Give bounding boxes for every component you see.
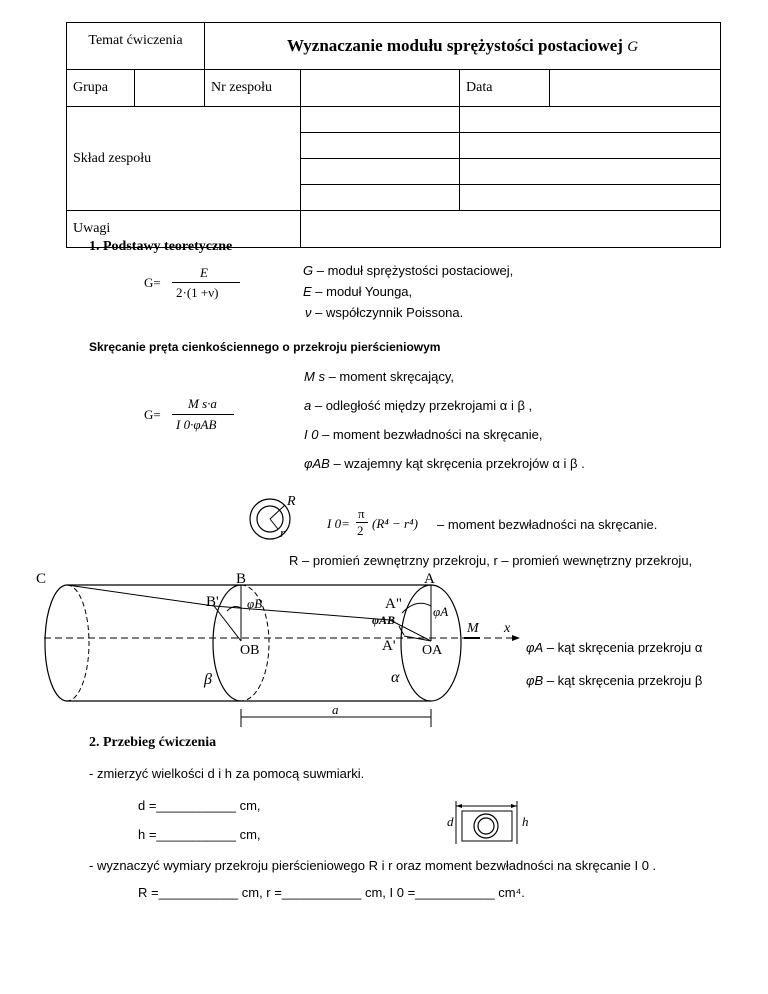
- member-extra-4[interactable]: [460, 185, 721, 211]
- formula2-den: I 0·φAB: [176, 417, 217, 432]
- line-C-B1: [67, 585, 214, 606]
- formula2-bar: [172, 414, 234, 415]
- formula1-num: E: [200, 265, 208, 280]
- label-A: A: [424, 571, 435, 587]
- formula1-lhs: G=: [144, 275, 161, 290]
- left-end-front: [45, 585, 67, 701]
- formula3-lhs: I 0=: [327, 516, 350, 531]
- title-text: Wyznaczanie modułu sprężystości postaciowej: [286, 36, 623, 55]
- dh-diagram: [444, 800, 534, 846]
- ring-R-label: R: [287, 494, 296, 509]
- dh-bar-rect: [462, 811, 512, 841]
- def-E: E – moduł Younga,: [303, 284, 413, 299]
- formula3-desc: – moment bezwładności na skręcanie.: [437, 517, 658, 532]
- ring-section-diagram: [244, 492, 306, 550]
- nr-zespolu-label: Nr zespołu: [205, 70, 301, 107]
- data-label: Data: [460, 70, 550, 107]
- subheading: Skręcanie pręta cienkościennego o przekroju pierścieniowym: [89, 340, 441, 354]
- label-x: x: [504, 621, 511, 636]
- left-end-hidden: [67, 585, 89, 701]
- dh-arrow-right: [511, 804, 517, 808]
- formula1-bar: [172, 282, 240, 283]
- label-phiAB: φAB: [372, 613, 396, 627]
- d-field[interactable]: d =___________ cm,: [138, 798, 261, 813]
- member-name-1[interactable]: [301, 107, 460, 133]
- label-B: B: [236, 571, 247, 587]
- grupa-label: Grupa: [67, 70, 135, 107]
- page-title: [205, 23, 721, 70]
- label-C: C: [36, 571, 47, 587]
- def-G: G – moduł sprężystości postaciowej,: [303, 263, 514, 278]
- formula1-den: 2·(1 +ν): [176, 285, 219, 300]
- data-field[interactable]: [550, 70, 721, 107]
- label-phiB: φB: [247, 596, 263, 611]
- label-A1: A': [382, 638, 396, 654]
- radii-desc: R – promień zewnętrzny przekroju, r – promień wewnętrzny przekroju,: [289, 553, 693, 568]
- sklad-label: Skład zespołu: [67, 107, 301, 211]
- step1-text: - zmierzyć wielkości d i h za pomocą suwmiarki.: [89, 766, 365, 781]
- member-extra-1[interactable]: [460, 107, 721, 133]
- angle-def-A: φA – kąt skręcenia przekroju α: [526, 640, 703, 655]
- label-M: M: [467, 621, 479, 636]
- label-a: a: [332, 702, 339, 717]
- grupa-field[interactable]: [135, 70, 205, 107]
- label-B1: B': [206, 594, 219, 610]
- h-field[interactable]: h =___________ cm,: [138, 827, 261, 842]
- step2-text: - wyznaczyć wymiary przekroju pierścieniowego R i r oraz moment bezwładności na skręcanie I 0 .: [89, 858, 657, 873]
- def-a: a – odległość między przekrojami α i β ,: [304, 398, 533, 413]
- formula3-pi: π: [358, 506, 365, 521]
- angle-def-B: φB – kąt skręcenia przekroju β: [526, 673, 703, 688]
- member-name-2[interactable]: [301, 133, 460, 159]
- def-nu: ν – współczynnik Poissona.: [305, 305, 464, 320]
- formula3-two: 2: [357, 523, 364, 538]
- r-arrow: [270, 519, 278, 529]
- label-OB: OB: [240, 643, 260, 658]
- x-axis-arrow: [512, 635, 520, 641]
- dh-inner-circle: [478, 818, 494, 834]
- dh-label-d: d: [447, 814, 454, 829]
- label-beta: β: [204, 671, 212, 688]
- uwagi-label: Uwagi: [67, 211, 301, 248]
- nr-zespolu-field[interactable]: [301, 70, 460, 107]
- radius-B1: [214, 606, 241, 641]
- section2-heading: 2. Przebieg ćwiczenia: [89, 735, 217, 750]
- dh-label-h: h: [522, 814, 529, 829]
- label-OA: OA: [422, 643, 443, 658]
- formula2-num: M s·a: [188, 396, 217, 411]
- member-extra-3[interactable]: [460, 159, 721, 185]
- def-Ms: M s – moment skręcający,: [304, 369, 455, 384]
- dh-arrow-left: [456, 804, 462, 808]
- R-r-I0-fields[interactable]: R =___________ cm, r =___________ cm, I 0 =___________ cm⁴.: [138, 885, 525, 900]
- temat-label: Temat ćwiczenia: [67, 23, 205, 70]
- label-alpha: α: [391, 669, 400, 686]
- member-name-4[interactable]: [301, 185, 460, 211]
- def-I0: I 0 – moment bezwładności na skręcanie,: [304, 427, 543, 442]
- label-phiA: φA: [433, 604, 449, 619]
- def-phiAB: φAB – wzajemny kąt skręcenia przekrojów α i β .: [304, 456, 585, 471]
- formula3-rhs: (R⁴ − r⁴): [372, 516, 418, 531]
- uwagi-field[interactable]: [301, 211, 721, 248]
- title-symbol: G: [627, 39, 639, 55]
- formula2-lhs: G=: [144, 407, 161, 422]
- ring-r-label: r: [280, 525, 286, 540]
- member-extra-2[interactable]: [460, 133, 721, 159]
- section1-heading: 1. Podstawy teoretyczne: [89, 239, 233, 254]
- header-table: [66, 22, 721, 248]
- label-A2: A": [385, 596, 402, 612]
- member-name-3[interactable]: [301, 159, 460, 185]
